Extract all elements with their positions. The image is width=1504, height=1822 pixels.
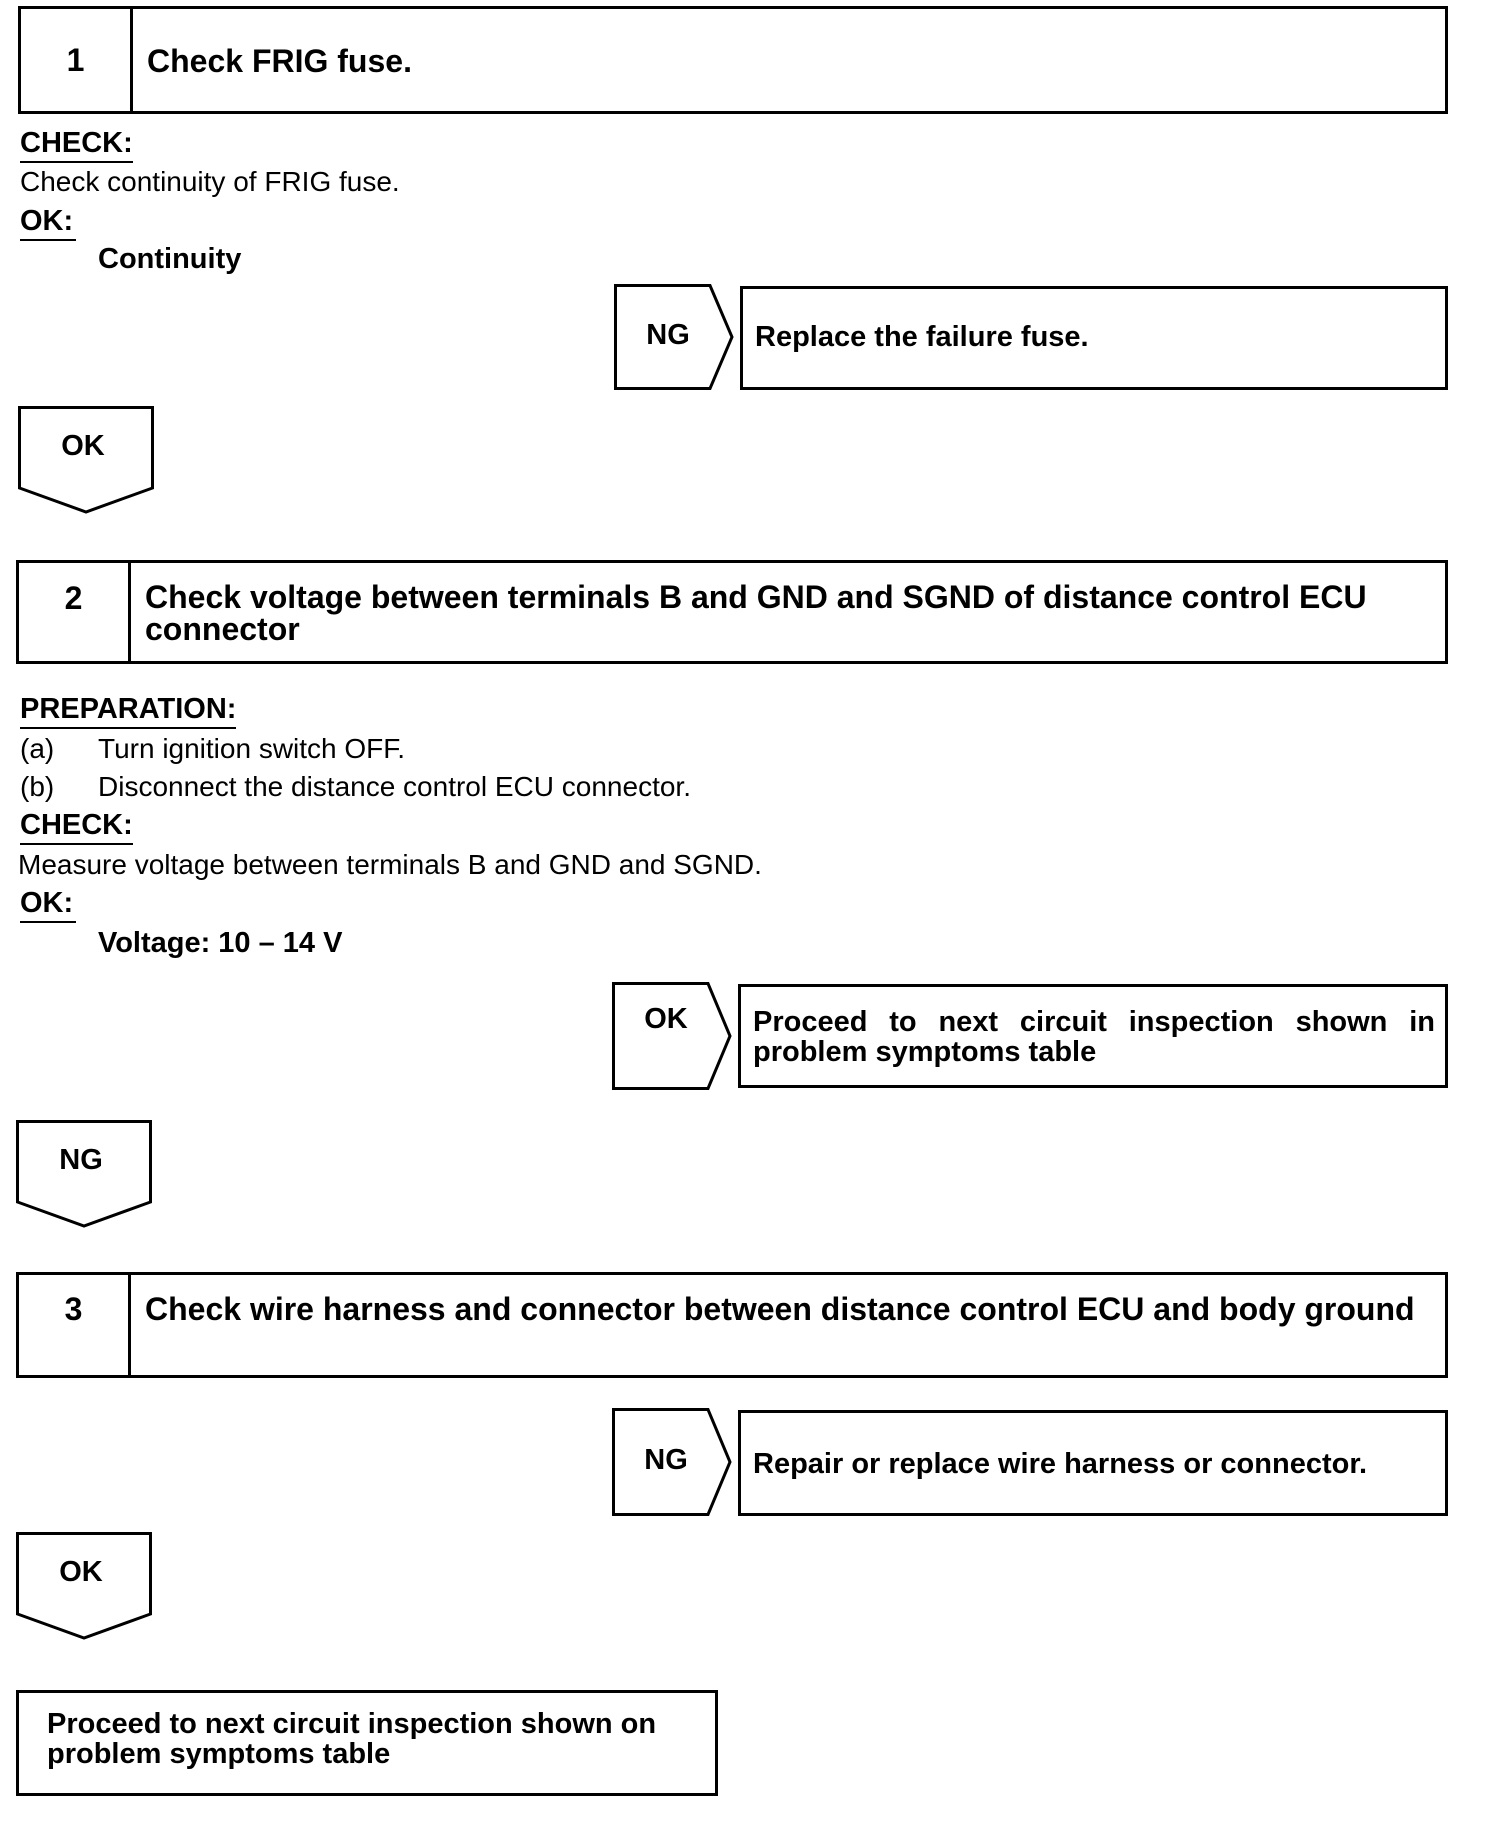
branch-result-box — [738, 1410, 1448, 1516]
step-3-box — [16, 1272, 1448, 1378]
step-number: 2 — [19, 563, 131, 661]
check-label: CHECK: — [20, 126, 133, 163]
branch-result-box — [738, 984, 1448, 1088]
step-title: Check FRIG fuse. — [147, 43, 412, 79]
step-number: 1 — [21, 9, 133, 111]
preparation-label: PREPARATION: — [20, 692, 236, 729]
final-result-box — [16, 1690, 718, 1796]
branch-result-text: Proceed to next circuit inspection shown in problem symptoms table — [753, 1006, 1435, 1068]
ok-label: OK: — [20, 886, 76, 923]
check-text: Measure voltage between terminals B and GND and SGND. — [18, 849, 762, 880]
branch-result-text: Replace the failure fuse. — [755, 321, 1089, 353]
down-label: OK — [61, 430, 105, 462]
step-title: Check voltage between terminals B and GND and SGND of distance control ECU connector — [145, 579, 1367, 647]
down-label: OK — [59, 1556, 103, 1588]
branch-label: OK — [644, 1003, 688, 1035]
branch-label: NG — [646, 319, 690, 351]
final-result-text: Proceed to next circuit inspection shown on problem symptoms table — [47, 1708, 657, 1770]
prep-item-marker: (a) — [20, 733, 55, 764]
step-number: 3 — [19, 1275, 131, 1375]
branch-label: NG — [644, 1444, 688, 1476]
down-label: NG — [59, 1144, 103, 1176]
ok-label: OK: — [20, 204, 76, 241]
branch-result-box — [740, 286, 1448, 390]
step-title: Check wire harness and connector between distance control ECU and body ground — [145, 1291, 1415, 1327]
check-text: Check continuity of FRIG fuse. — [20, 166, 400, 197]
branch-result-text: Repair or replace wire harness or connector. — [753, 1448, 1368, 1480]
step-1-box — [18, 6, 1448, 114]
ok-value: Continuity — [98, 243, 242, 275]
prep-item-marker: (b) — [20, 771, 55, 802]
branch-arrow-shape — [612, 982, 732, 1090]
prep-item-text: Disconnect the distance control ECU connector. — [98, 771, 691, 802]
check-label: CHECK: — [20, 808, 133, 845]
step-2-box — [16, 560, 1448, 664]
ok-value: Voltage: 10 – 14 V — [98, 927, 343, 959]
prep-item-text: Turn ignition switch OFF. — [98, 733, 406, 764]
